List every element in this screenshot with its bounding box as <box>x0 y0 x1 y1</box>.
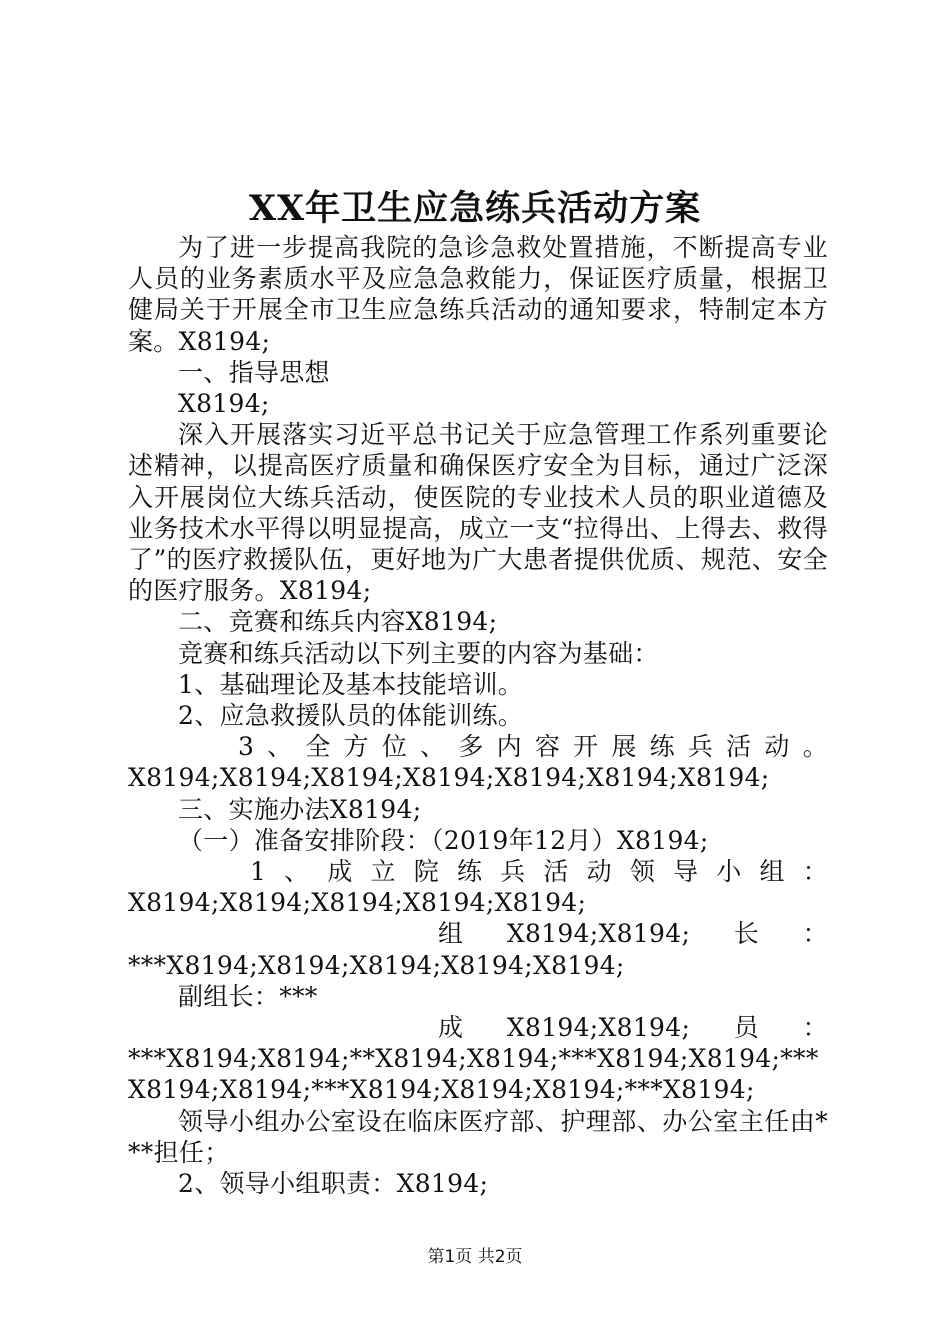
paragraph: 竞赛和练兵活动以下列主要的内容为基础： <box>178 638 659 668</box>
list-item: 1、基础理论及基本技能培训。 <box>178 669 524 699</box>
leader-row-part: 组 <box>438 919 464 949</box>
member-row-part: ： <box>802 1013 828 1043</box>
section-heading: 一、指导思想 <box>178 357 330 387</box>
document-title: XX年卫生应急练兵活动方案 <box>248 188 702 229</box>
paragraph: 副组长：*** <box>178 981 318 1011</box>
section-heading: 二、竞赛和练兵内容X8194; <box>178 607 498 637</box>
document-body <box>128 232 828 1199</box>
paragraph: 领导小组办公室设在临床医疗部、护理部、办公室主任由***担任； <box>128 1106 828 1167</box>
paragraph: ***X8194;X8194;**X8194;X8194;***X8194;X8194;***X8194;X8194;***X8194;X8194;X8194;***X8194; <box>128 1044 819 1105</box>
member-row <box>128 1012 828 1043</box>
leader-row-part: ： <box>802 919 828 949</box>
subsection-heading: （一）准备安排阶段：（2019年12月）X8194; <box>178 825 709 855</box>
page-footer: 第1页 共2页 <box>427 1247 523 1267</box>
guiding-paragraph: 深入开展落实习近平总书记关于应急管理工作系列重要论述精神，以提高医疗质量和确保医疗安全为目标，通过广泛深入开展岗位大练兵活动，使医院的专业技术人员的职业道德及业务技术水平得以明显提高，成立一支“拉得出、上得去、救得了”的医疗救援队伍，更好地为广大患者提供优质、规范、安全的医疗服务。X8194; <box>128 420 828 606</box>
intro-paragraph: 为了进一步提高我院的急诊急救处置措施，不断提高专业人员的业务素质水平及应急急救能力，保证医疗质量，根据卫健局关于开展全市卫生应急练兵活动的通知要求，特制定本方案。X8194; <box>128 233 828 356</box>
paragraph: 2、领导小组职责：X8194; <box>178 1169 489 1199</box>
paragraph: ***X8194;X8194;X8194;X8194;X8194; <box>128 950 625 980</box>
list-item: 2、应急救援队员的体能训练。 <box>178 701 524 731</box>
list-item: 3、全方位、多内容开展练兵活动。 <box>238 732 828 762</box>
leader-row-part: X8194;X8194; <box>506 919 691 949</box>
paragraph: X8194;X8194;X8194;X8194;X8194;X8194;X8194; <box>128 763 770 793</box>
paragraph: X8194;X8194;X8194;X8194;X8194; <box>128 888 587 918</box>
leader-row-part: 长 <box>733 919 760 949</box>
member-row-part: 员 <box>733 1013 760 1043</box>
member-row-part: X8194;X8194; <box>506 1013 691 1043</box>
section-heading: 三、实施办法X8194; <box>178 794 422 824</box>
list-item: 1、成立院练兵活动领导小组： <box>250 857 828 887</box>
paragraph: X8194; <box>178 389 270 419</box>
leader-row <box>128 918 828 949</box>
member-row-part: 成 <box>438 1013 464 1043</box>
